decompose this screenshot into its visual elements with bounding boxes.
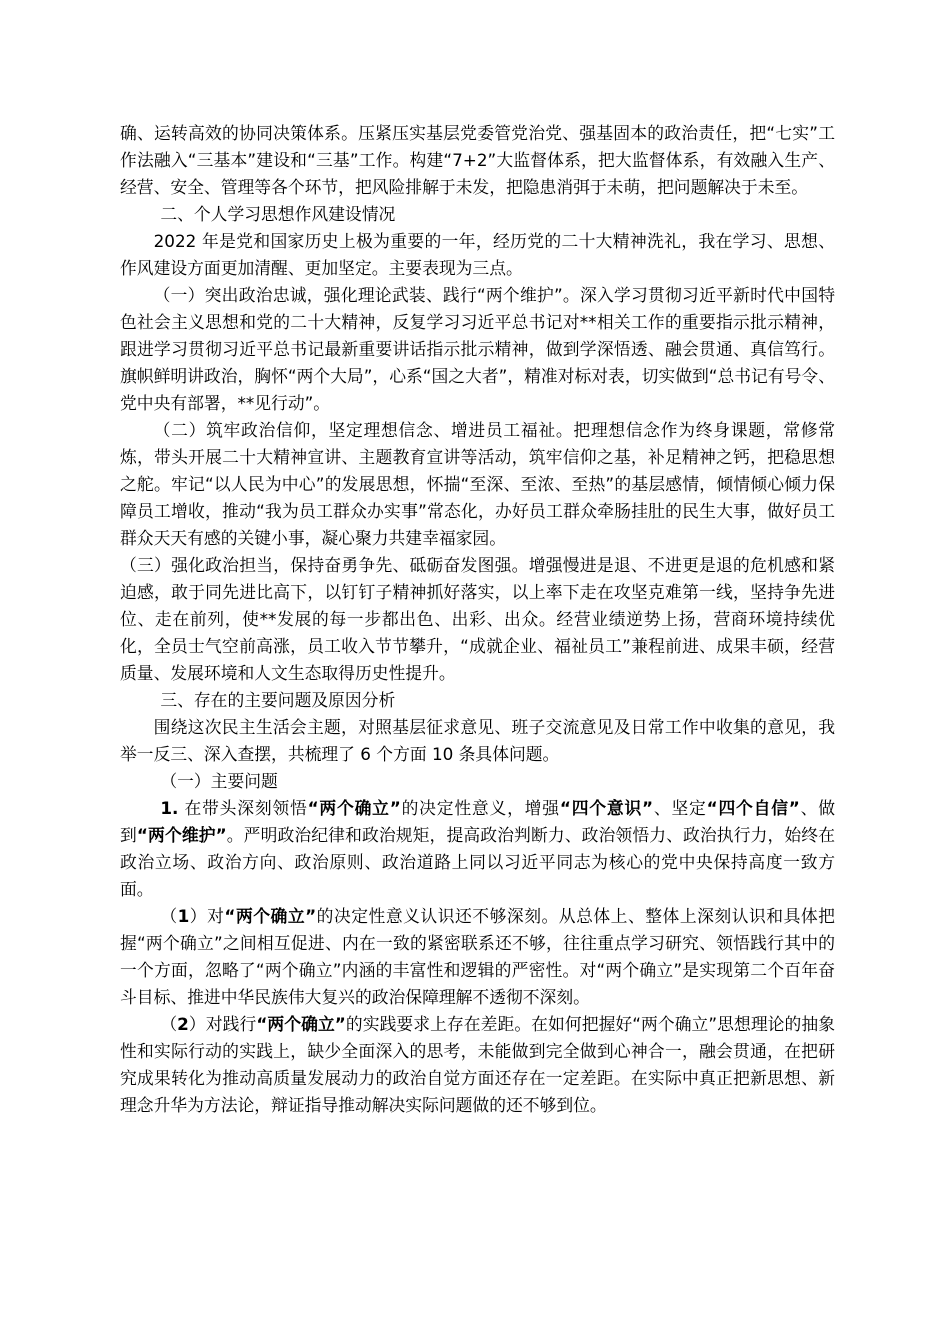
text-run: 、坚定 [653, 798, 707, 818]
paragraph-problem-one [120, 795, 835, 903]
text-run: ）对践行 [188, 1014, 257, 1034]
paragraph-sub-problem-one [120, 903, 835, 1011]
text-run: 。严明政治纪律和政治规矩，提高政治判断力、政治领悟力、政治执行力，始终在政治立场、政治方向、政治原则、政治道路上同以习近平同志为核心的党中央保持高度一致方面。 [120, 825, 835, 899]
sub-problem-number: 1 [177, 906, 190, 926]
text-run: （ [160, 906, 178, 926]
paragraph-sub-problem-two [120, 1011, 835, 1119]
text-run: （ [160, 1014, 178, 1034]
section-heading-three: 三、存在的主要问题及原因分析 [160, 690, 396, 710]
document-page [120, 120, 835, 1119]
problem-number: 1. [160, 798, 179, 818]
paragraph-point-two: （二）筑牢政治信仰，坚定理想信念、增进员工福祉。把理想信念作为终身课题，常修常炼，带头开展二十大精神宣讲、主题教育宣讲等活动，筑牢信仰之基，补足精神之钙，把稳思想之舵。牢记“以人民为中心”的发展思想，怀揣“至深、至浓、至热”的基层感情，倾情倾心倾力保障员工增收，推动“我为员工群众办实事”常态化，办好员工群众牵肠挂肚的民生大事，做好员工群众天天有感的关键小事，凝心聚力共建幸福家园。 [120, 420, 835, 548]
section-heading-two: 二、个人学习思想作风建设情况 [160, 204, 396, 224]
text-run: ）对 [189, 906, 225, 926]
subsection-heading-main-problems: （一）主要问题 [160, 771, 278, 791]
sub-problem-number: 2 [177, 1014, 189, 1034]
paragraph-intro-2022: 2022 年是党和国家历史上极为重要的一年，经历党的二十大精神洗礼，我在学习、思想、作风建设方面更加清醒、更加坚定。主要表现为三点。 [120, 231, 835, 278]
text-run: 、做到 [120, 798, 835, 845]
text-run: 在带头深刻领悟 [178, 798, 308, 818]
paragraph-point-three: （三）强化政治担当，保持奋勇争先、砥砺奋发图强。增强慢进是退、不进更是退的危机感和紧迫感，敢于同先进比高下，以钉钉子精神抓好落实，以上率下走在攻坚克难第一线，坚持争先进位、走在前列，使**发展的每一步都出色、出彩、出众。经营业绩逆势上扬，营商环境持续优化，全员士气空前高涨，员工收入节节攀升，“成就企业、福祉员工”兼程前进、成果丰硕，经营质量、发展环境和人文生态取得历史性提升。 [120, 555, 835, 683]
text-run: 的决定性意义认识还不够深刻。从总体上、整体上深刻认识和具体把握“两个确立”之间相互促进、内在一致的紧密联系还不够，往往重点学习研究、领悟践行其中的一个方面，忽略了“两个确立”内涵的丰富性和逻辑的严密性。对“两个确立”是实现第二个百年奋斗目标、推进中华民族伟大复兴的政治保障理解不透彻不深刻。 [120, 906, 835, 1007]
text-run: 的实践要求上存在差距。在如何把握好“两个确立”思想理论的抽象性和实际行动的实践上，缺少全面深入的思考，未能做到完全做到心神合一，融会贯通，在把研究成果转化为推动高质量发展动力的政治自觉方面还存在一定差距。在实际中真正把新思想、新理念升华为方法论，辩证指导推动解决实际问题做的还不够到位。 [120, 1014, 836, 1115]
emphasis-run: “两个确立” [224, 906, 317, 926]
text-run: 的决定性意义，增强 [400, 798, 560, 818]
emphasis-run: “两个确立” [256, 1014, 346, 1034]
emphasis-run: “四个自信” [706, 798, 800, 818]
paragraph-problem-summary: 围绕这次民主生活会主题，对照基层征求意见、班子交流意见及日常工作中收集的意见，我举一反三、深入查摆，共梳理了 6 个方面 10 条具体问题。 [120, 717, 835, 764]
paragraph-point-one: （一）突出政治忠诚，强化理论武装、践行“两个维护”。深入学习贯彻习近平新时代中国特色社会主义思想和党的二十大精神，反复学习习近平总书记对**相关工作的重要指示批示精神，跟进学习贯彻习近平总书记最新重要讲话指示批示精神，做到学深悟透、融会贯通、真信笃行。旗帜鲜明讲政治，胸怀“两个大局”，心系“国之大者”，精准对标对表，切实做到“总书记有号令、党中央有部署，**见行动”。 [120, 285, 835, 413]
paragraph-continuation: 确、运转高效的协同决策体系。压紧压实基层党委管党治党、强基固本的政治责任，把“七实”工作法融入“三基本”建设和“三基”工作。构建“7+2”大监督体系，把大监督体系，有效融入生产、经营、安全、管理等各个环节，把风险排解于未发，把隐患消弭于未萌，把问题解决于未至。 [120, 123, 835, 197]
emphasis-run: “两个维护” [136, 825, 227, 845]
emphasis-run: “两个确立” [307, 798, 401, 818]
emphasis-run: “四个意识” [559, 798, 654, 818]
